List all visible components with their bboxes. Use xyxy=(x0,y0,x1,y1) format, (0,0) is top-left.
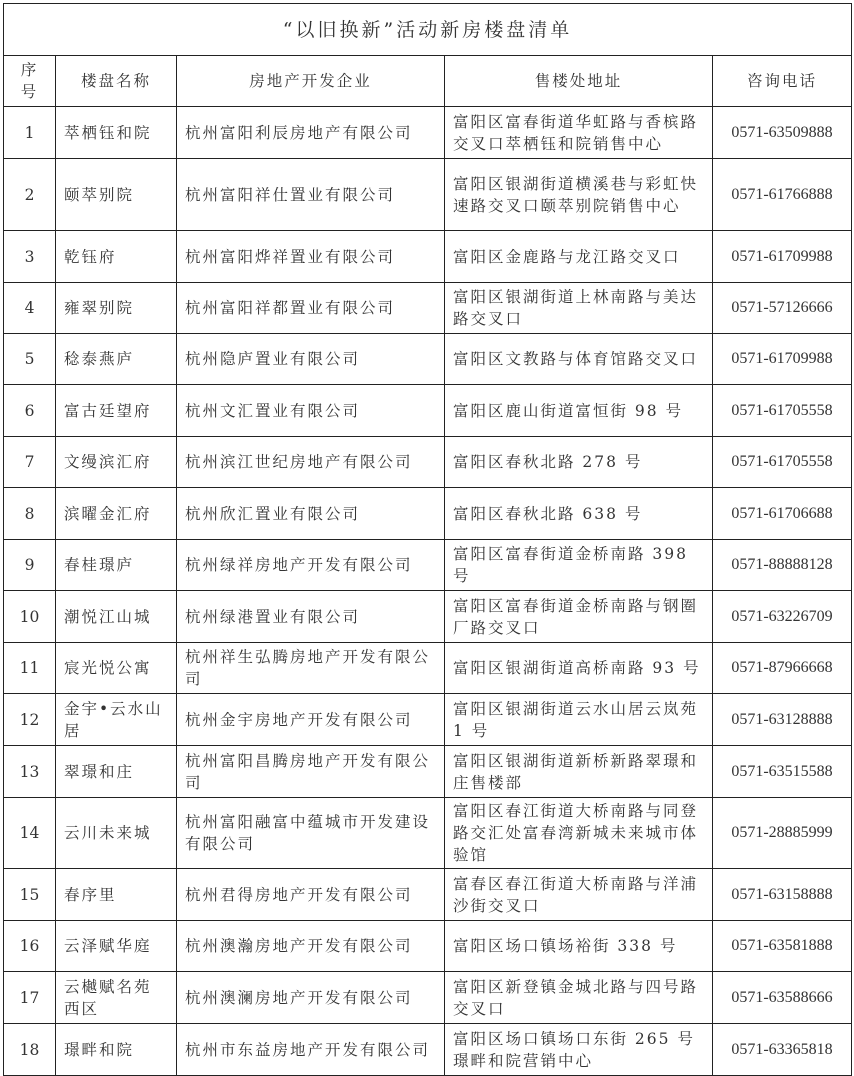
table-title: “以旧换新”活动新房楼盘清单 xyxy=(4,4,852,56)
sales-address-cell: 富阳区新登镇金城北路与四号路交叉口 xyxy=(445,972,713,1024)
sales-address-cell: 富阳区场口镇场裕街 338 号 xyxy=(445,921,713,972)
phone-cell: 0571-63128888 xyxy=(713,694,852,746)
phone-cell: 0571-63581888 xyxy=(713,921,852,972)
phone-cell: 0571-63515588 xyxy=(713,746,852,798)
developer-cell: 杭州隐庐置业有限公司 xyxy=(177,334,445,385)
project-name-cell: 春序里 xyxy=(56,869,177,921)
phone-cell: 0571-61705558 xyxy=(713,385,852,437)
table-row xyxy=(4,643,852,694)
developer-cell: 杭州欣汇置业有限公司 xyxy=(177,488,445,540)
index-cell: 10 xyxy=(4,591,56,643)
sales-address-cell: 富阳区金鹿路与龙江路交叉口 xyxy=(445,231,713,283)
project-name-cell: 雍翠别院 xyxy=(56,283,177,334)
project-name-cell: 乾钰府 xyxy=(56,231,177,283)
project-name-cell: 春桂璟庐 xyxy=(56,540,177,591)
sales-address-cell: 富阳区银湖街道云水山居云岚苑 1 号 xyxy=(445,694,713,746)
developer-cell: 杭州绿港置业有限公司 xyxy=(177,591,445,643)
developer-cell: 杭州富阳烨祥置业有限公司 xyxy=(177,231,445,283)
phone-cell: 0571-63509888 xyxy=(713,107,852,159)
project-name-cell: 璟畔和院 xyxy=(56,1024,177,1076)
phone-cell: 0571-88888128 xyxy=(713,540,852,591)
index-cell: 12 xyxy=(4,694,56,746)
phone-cell: 0571-63226709 xyxy=(713,591,852,643)
index-cell: 8 xyxy=(4,488,56,540)
project-name-cell: 潮悦江山城 xyxy=(56,591,177,643)
sales-address-cell: 富阳区场口镇场口东街 265 号璟畔和院营销中心 xyxy=(445,1024,713,1076)
project-name-cell: 金宇•云水山居 xyxy=(56,694,177,746)
sales-address-cell: 富阳区银湖街道横溪巷与彩虹快速路交叉口颐萃别院销售中心 xyxy=(445,159,713,231)
index-cell: 17 xyxy=(4,972,56,1024)
developer-cell: 杭州富阳融富中蕴城市开发建设有限公司 xyxy=(177,798,445,869)
table-row xyxy=(4,591,852,643)
index-cell: 9 xyxy=(4,540,56,591)
header-project-name: 楼盘名称 xyxy=(56,56,177,107)
phone-cell: 0571-61706688 xyxy=(713,488,852,540)
index-cell: 3 xyxy=(4,231,56,283)
sales-address-cell: 富阳区银湖街道新桥新路翠璟和庄售楼部 xyxy=(445,746,713,798)
sales-address-cell: 富阳区富春街道金桥南路与钢圈厂路交叉口 xyxy=(445,591,713,643)
developer-cell: 杭州市东益房地产开发有限公司 xyxy=(177,1024,445,1076)
table-row xyxy=(4,334,852,385)
table-row xyxy=(4,107,852,159)
sales-address-cell: 富春区春江街道大桥南路与洋浦沙街交叉口 xyxy=(445,869,713,921)
phone-cell: 0571-61709988 xyxy=(713,231,852,283)
sales-address-cell: 富阳区春江街道大桥南路与同登路交汇处富春湾新城未来城市体验馆 xyxy=(445,798,713,869)
project-name-cell: 颐萃别院 xyxy=(56,159,177,231)
index-cell: 1 xyxy=(4,107,56,159)
developer-cell: 杭州富阳祥仕置业有限公司 xyxy=(177,159,445,231)
housing-list-table xyxy=(3,3,852,1076)
project-name-cell: 文缦滨汇府 xyxy=(56,437,177,488)
developer-cell: 杭州文汇置业有限公司 xyxy=(177,385,445,437)
table-row xyxy=(4,283,852,334)
index-cell: 13 xyxy=(4,746,56,798)
project-name-cell: 云泽赋华庭 xyxy=(56,921,177,972)
table-row xyxy=(4,869,852,921)
phone-cell: 0571-63365818 xyxy=(713,1024,852,1076)
phone-cell: 0571-87966668 xyxy=(713,643,852,694)
index-cell: 14 xyxy=(4,798,56,869)
developer-cell: 杭州澳瀚房地产开发有限公司 xyxy=(177,921,445,972)
index-cell: 11 xyxy=(4,643,56,694)
developer-cell: 杭州富阳祥都置业有限公司 xyxy=(177,283,445,334)
phone-cell: 0571-61766888 xyxy=(713,159,852,231)
index-cell: 16 xyxy=(4,921,56,972)
index-cell: 15 xyxy=(4,869,56,921)
phone-cell: 0571-57126666 xyxy=(713,283,852,334)
sales-address-cell: 富阳区富春街道华虹路与香槟路交叉口萃栖钰和院销售中心 xyxy=(445,107,713,159)
sales-address-cell: 富阳区富春街道金桥南路 398 号 xyxy=(445,540,713,591)
sales-address-cell: 富阳区鹿山街道富恒街 98 号 xyxy=(445,385,713,437)
project-name-cell: 云川未来城 xyxy=(56,798,177,869)
phone-cell: 0571-63588666 xyxy=(713,972,852,1024)
developer-cell: 杭州君得房地产开发有限公司 xyxy=(177,869,445,921)
developer-cell: 杭州滨江世纪房地产有限公司 xyxy=(177,437,445,488)
table-row xyxy=(4,1024,852,1076)
developer-cell: 杭州澳澜房地产开发有限公司 xyxy=(177,972,445,1024)
table-row xyxy=(4,694,852,746)
developer-cell: 杭州富阳昌腾房地产开发有限公司 xyxy=(177,746,445,798)
index-cell: 5 xyxy=(4,334,56,385)
table-row xyxy=(4,798,852,869)
table-row xyxy=(4,972,852,1024)
index-cell: 4 xyxy=(4,283,56,334)
table-row xyxy=(4,746,852,798)
sales-address-cell: 富阳区银湖街道上林南路与美达路交叉口 xyxy=(445,283,713,334)
developer-cell: 杭州祥生弘腾房地产开发有限公司 xyxy=(177,643,445,694)
developer-cell: 杭州绿祥房地产开发有限公司 xyxy=(177,540,445,591)
header-sales-address: 售楼处地址 xyxy=(445,56,713,107)
table-row xyxy=(4,159,852,231)
project-name-cell: 宸光悦公寓 xyxy=(56,643,177,694)
table-row xyxy=(4,921,852,972)
index-cell: 6 xyxy=(4,385,56,437)
table-row xyxy=(4,540,852,591)
index-cell: 2 xyxy=(4,159,56,231)
project-name-cell: 富古廷望府 xyxy=(56,385,177,437)
header-phone: 咨询电话 xyxy=(713,56,852,107)
project-name-cell: 滨曜金汇府 xyxy=(56,488,177,540)
table-row xyxy=(4,385,852,437)
header-developer: 房地产开发企业 xyxy=(177,56,445,107)
sales-address-cell: 富阳区春秋北路 278 号 xyxy=(445,437,713,488)
table-row xyxy=(4,488,852,540)
developer-cell: 杭州富阳利辰房地产有限公司 xyxy=(177,107,445,159)
project-name-cell: 云樾赋名苑西区 xyxy=(56,972,177,1024)
project-name-cell: 萃栖钰和院 xyxy=(56,107,177,159)
sales-address-cell: 富阳区春秋北路 638 号 xyxy=(445,488,713,540)
project-name-cell: 稔泰燕庐 xyxy=(56,334,177,385)
sales-address-cell: 富阳区银湖街道高桥南路 93 号 xyxy=(445,643,713,694)
header-row xyxy=(4,56,852,107)
phone-cell: 0571-63158888 xyxy=(713,869,852,921)
phone-cell: 0571-61709988 xyxy=(713,334,852,385)
table-row xyxy=(4,231,852,283)
phone-cell: 0571-61705558 xyxy=(713,437,852,488)
index-cell: 18 xyxy=(4,1024,56,1076)
sales-address-cell: 富阳区文教路与体育馆路交叉口 xyxy=(445,334,713,385)
header-index: 序号 xyxy=(4,56,56,107)
developer-cell: 杭州金宇房地产开发有限公司 xyxy=(177,694,445,746)
project-name-cell: 翠璟和庄 xyxy=(56,746,177,798)
index-cell: 7 xyxy=(4,437,56,488)
table-row xyxy=(4,437,852,488)
phone-cell: 0571-28885999 xyxy=(713,798,852,869)
